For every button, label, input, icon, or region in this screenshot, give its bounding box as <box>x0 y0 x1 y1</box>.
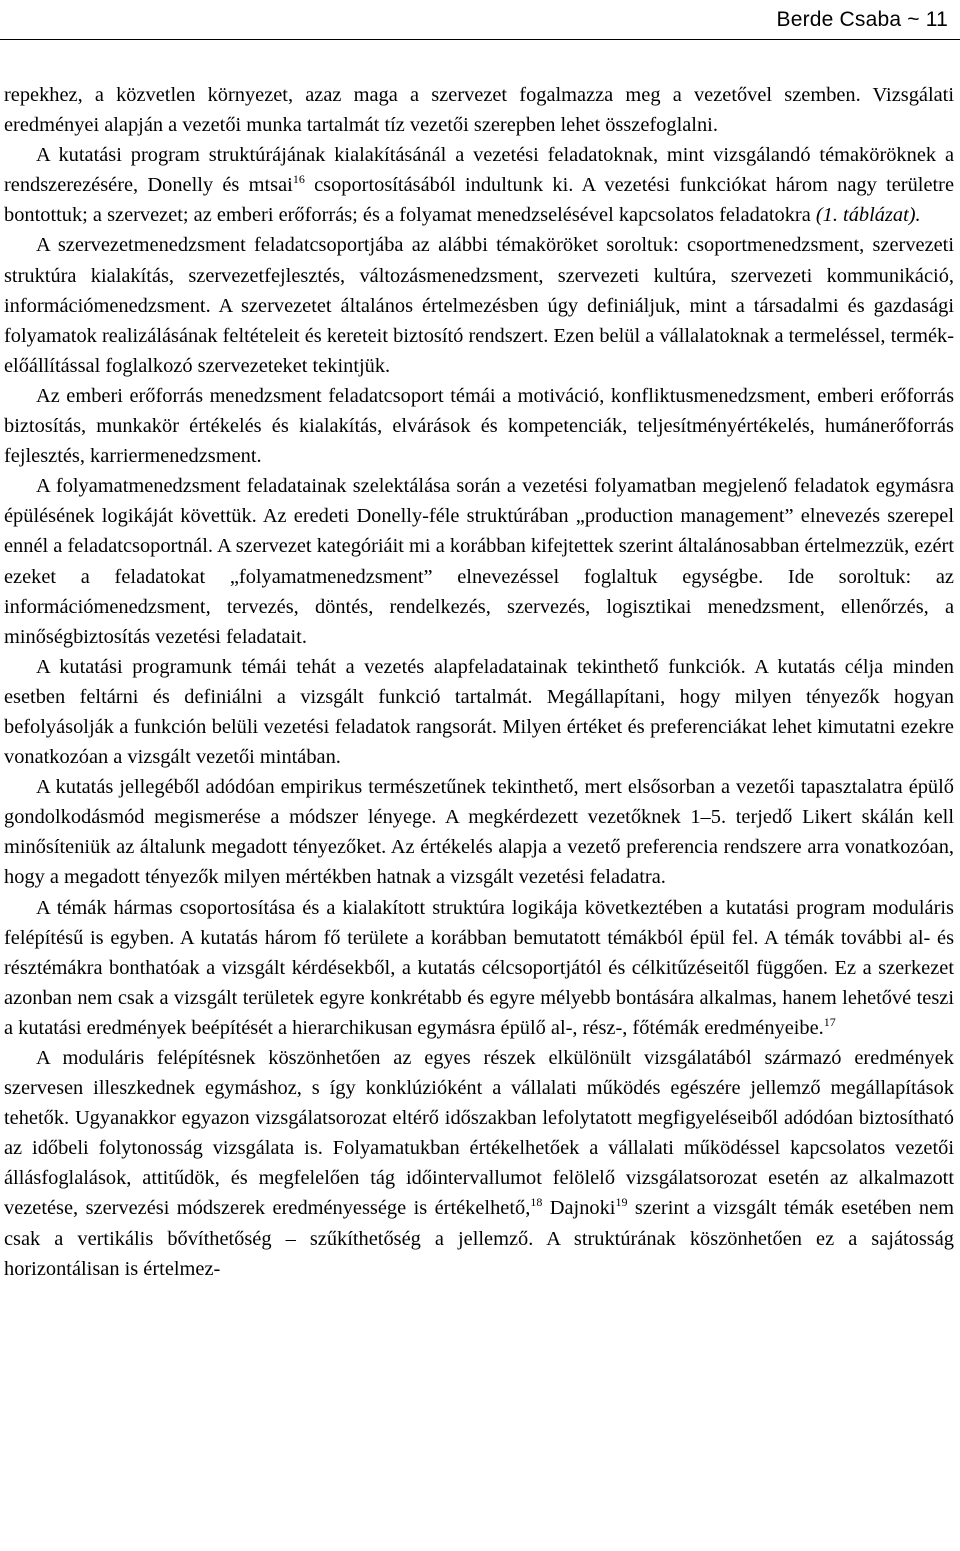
paragraph-3-text: A szervezetmenedzsment feladatcsoportjába az alábbi témaköröket soroltuk: csoportmenedzsment, szervezeti struktúra kialakítás, szervezetfejlesztés, változásmenedzsment, szervezeti kultúra, szervezeti kommunikáció, információmenedzsment. A szervezetet általános értelmezésben úgy definiáljuk, mint a társadalmi és gazdasági folyamatok realizálásának feltételeit és kereteit biztosító rendszert. Ezen belül a vállalatoknak a termeléssel, termék-előállítással foglalkozó szervezeteket tekintjük. <box>4 234 954 377</box>
paragraph-8 <box>4 893 954 1043</box>
paragraph-4 <box>4 381 954 471</box>
paragraph-5 <box>4 471 954 652</box>
paragraph-6-text: A kutatási programunk témái tehát a vezetés alapfeladatainak tekinthető funkciók. A kutatás célja minden esetben feltárni és definiálni a vizsgált funkció tartalmát. Megállapítani, hogy milyen tényezők hogyan befolyásolják a funkción belüli vezetési feladatok rangsorát. Milyen értéket és preferenciákat lehet kimutatni ezekre vonatkozóan a vizsgált vezetői mintában. <box>4 655 954 769</box>
footnote-ref-19[interactable]: 19 <box>615 1195 628 1210</box>
paragraph-1 <box>4 80 954 140</box>
paragraph-9-text-a: A moduláris felépítésnek köszönhetően az egyes részek elkülönült vizsgálatából származó eredmények szervesen illeszkednek egymáshoz, s így konklúzióként a vállalati működés egészére jellemző megállapítások tehetők. Ugyanakkor egyazon vizsgálatsorozat eltérő időszakban lefolytatott megfigyeléseiből adódóan biztosítható az időbeli folytonosság vizsgálata is. Folyamatukban értékelhetőek a vállalati működéssel kapcsolatos vezetői állásfoglalások, attitűdök, és megfelelően tág időintervallumot felölelő vizsgálatsorozat esetén az alkalmazott vezetése, szervezési módszerek eredményessége is értékelhető, <box>4 1047 954 1220</box>
paragraph-9-text-b: Dajnoki <box>542 1197 616 1220</box>
paragraph-2 <box>4 140 954 230</box>
paragraph-2-text-a: A kutatási program struktúrájának kialakításánál a vezetési feladatoknak, mint vizsgálandó témaköröknek a rendszerezésére, Donelly és mtsai <box>4 144 954 197</box>
paragraph-7 <box>4 772 954 892</box>
footnote-ref-17[interactable]: 17 <box>823 1015 836 1030</box>
article-body <box>4 80 954 1284</box>
paragraph-6 <box>4 652 954 772</box>
running-head: Berde Csaba ~ 11 <box>776 8 948 31</box>
paragraph-7-text: A kutatás jellegéből adódóan empirikus természetűnek tekinthető, mert elsősorban a vezetői tapasztalatra épülő gondolkodásmód megismerése a módszer lényege. A megkérdezett vezetőknek 1–5. terjedő Likert skálán kell minősíteniük az általunk megadott tényezőket. Az értékelés alapja a vezető preferencia rendszere arra vonatkozóan, hogy a megadott tényezők milyen mértékben hatnak a vizsgált vezetési feladatra. <box>4 776 954 889</box>
paragraph-4-text: Az emberi erőforrás menedzsment feladatcsoport témái a motiváció, konfliktusmenedzsment, emberi erőforrás biztosítás, munkakör értékelés és kialakítás, elvárások és kompetenciák, teljesítményértékelés, humánerőforrás fejlesztés, karriermenedzsment. <box>4 384 954 468</box>
paragraph-9-text-c: szerint a vizsgált témák esetében nem csak a vertikális bővíthetőség – szűkíthetőség a jellemző. A struktúrának köszönhetően ez a sajátosság horizontálisan is értelmez- <box>4 1197 955 1280</box>
header-rule <box>0 39 960 40</box>
table-reference[interactable]: (1. táblázat). <box>815 204 921 227</box>
paragraph-5-text: A folyamatmenedzsment feladatainak szelektálása során a vezetési folyamatban megjelenő feladatok egymásra épülésének logikáját követtük. Az eredeti Donelly-féle struktúrában „production management” elnevezés szerepel ennél a feladatcsoportnál. A szervezet kategóriáit mi a korábban kifejtettek szerint általánosabban értelmezzük, ezért ezeket a feladatokat „folyamatmenedzsment” elnevezéssel foglaltuk egységbe. Ide soroltuk: az információmenedzsment, tervezés, döntés, rendelkezés, szervezés, logisztikai menedzsment, ellenőrzés, a minőségbiztosítás vezetési feladatait. <box>4 475 954 648</box>
paragraph-3 <box>4 230 954 380</box>
paragraph-1-text: repekhez, a közvetlen környezet, azaz maga a szervezet fogalmazza meg a vezetővel szemben. Vizsgálati eredményei alapján a vezetői munka tartalmát tíz vezetői szerepben lehet összefoglalni. <box>4 84 954 137</box>
paragraph-2-text-b: csoportosításából indultunk ki. A vezetési funkciókat három nagy területre bontottuk; a szervezet; az emberi erőforrás; és a folyamat menedzselésével kapcsolatos feladatokra <box>4 174 955 227</box>
footnote-ref-16[interactable]: 16 <box>292 172 305 187</box>
paragraph-9 <box>4 1043 954 1284</box>
paragraph-8-text: A témák hármas csoportosítása és a kialakított struktúra logikája következtében a kutatási program moduláris felépítésű is egyben. A kutatás három fő területe a korábban bemutatott témákból épül fel. A témák további al- és résztémákra bonthatóak a vizsgált kérdésekből, a kutatás célcsoportjától és célkitűzéseitől függően. Ez a szerkezet azonban nem csak a vizsgált területek egyre konkrétabb és egyre mélyebb bontására alkalmas, hanem lehetővé teszi a kutatási eredmények beépítését a hierarchikusan egymásra épülő al-, rész-, főtémák eredményeibe. <box>4 896 954 1039</box>
footnote-ref-18[interactable]: 18 <box>530 1195 543 1210</box>
